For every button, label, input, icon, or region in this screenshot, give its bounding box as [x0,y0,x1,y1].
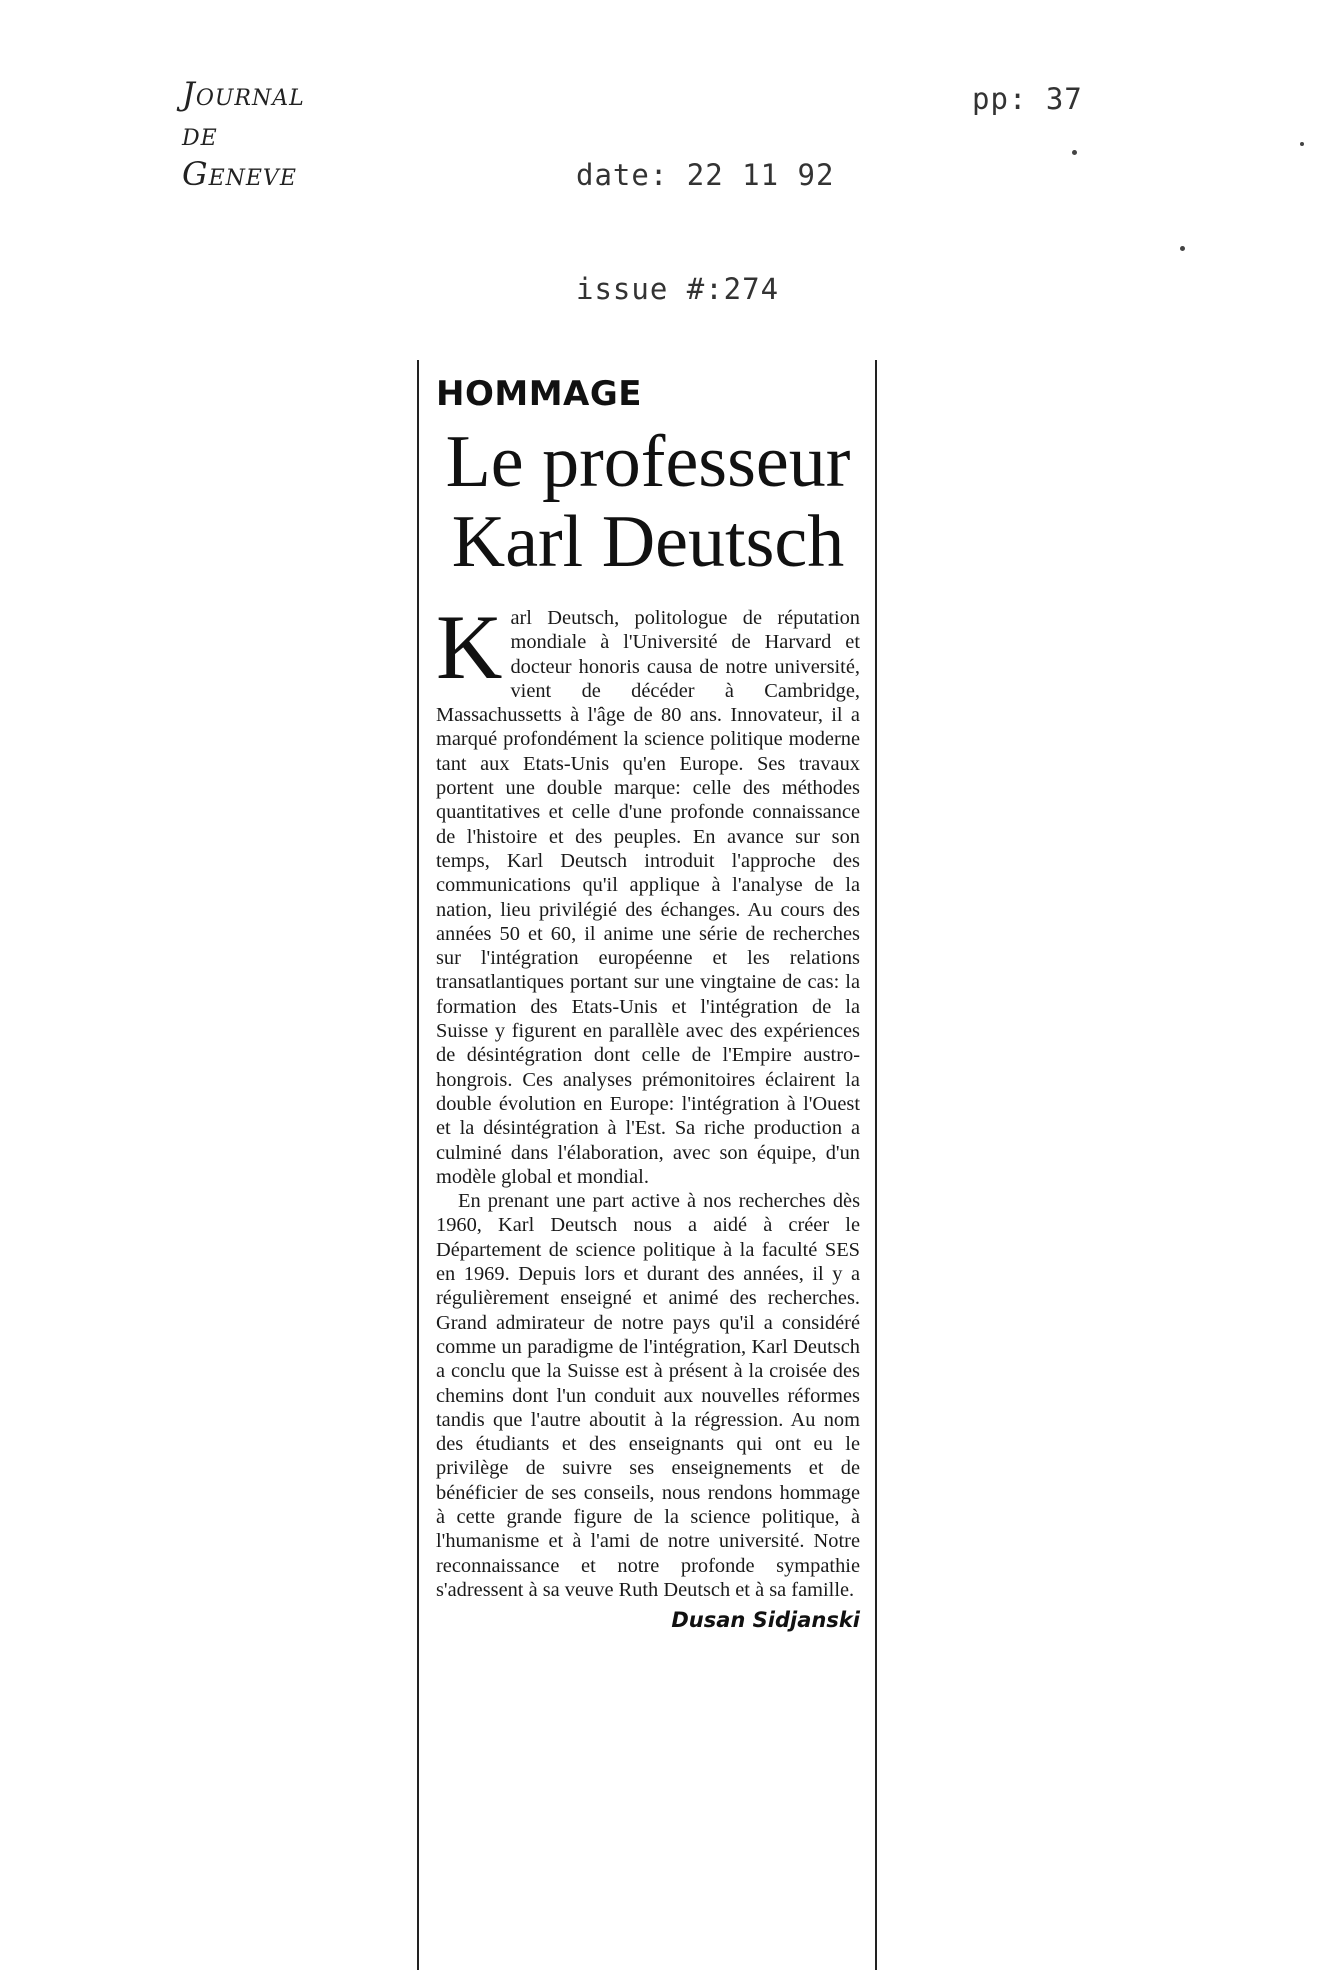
scan-speck [1180,246,1185,251]
author-signature: Dusan Sidjanski [671,1608,860,1633]
publication-name-line1: Journal [182,75,305,113]
scan-speck [1300,142,1304,146]
publication-name-line3: Geneve [182,155,297,193]
article-body [436,596,860,1602]
article-kicker: HOMMAGE [436,374,642,414]
publication-name [182,74,305,194]
issue-label: issue #:274 [576,272,780,306]
paragraph-1-text: arl Deutsch, politologue de réputation mondiale à l'Université de Harvard et docteur honoris causa de notre université, vient de décéder à Cambridge, Massachussetts à l'âge de 80 ans. Innovateur, il a marqué profondément la science politique moderne tant aux Etats-Unis qu'en Europe. Ses travaux portent une double marque: celle des méthodes quantitatives et celle d'une profonde connaissance de l'histoire et des peuples. En avance sur son temps, Karl Deutsch introduit l'approche des communications qu'il applique à l'analyse de la nation, lieu privilégié des échanges. Au cours des années 50 et 60, il anime une série de recherches sur l'intégration européenne et les relations transatlantiques portant sur une vingtaine de cas: la formation des Etats-Unis et l'intégration de la Suisse y figurent en parallèle avec des expériences de désintégration dont celle de l'Empire austro-hongrois. Ces analyses prémonitoires éclairent la double évolution en Europe: l'intégration à l'Ouest et la désintégration à l'Est. Sa riche production a culminé dans l'élaboration, avec son équipe, d'un modèle global et mondial. [436,607,860,1188]
publication-name-line2: de [182,115,218,153]
article-headline [436,422,860,582]
headline-line1: Le professeur [445,421,851,503]
column-rule-right [875,360,877,1970]
column-rule-left [417,360,419,1970]
article-paragraph-1 [436,596,860,1189]
article-paragraph-2: En prenant une part active à nos recherches dès 1960, Karl Deutsch nous a aidé à créer le Département de science politique à la faculté SES en 1969. Depuis lors et durant des années, il y a régulièrement enseigné et animé des recherches. Grand admirateur de notre pays qu'il a considéré comme un paradigme de l'intégration, Karl Deutsch a conclu que la Suisse est à présent à la croisée des chemins dont l'un conduit aux nouvelles réformes tandis que l'autre aboutit à la régression. Au nom des étudiants et des enseignants qui ont eu le privilège de suivre ses enseignements et de bénéficier de ses conseils, nous rendons hommage à cette grande figure de la science politique, à l'humanisme et à l'ami de notre université. Notre reconnaissance et notre profonde sympathie s'adressent à sa veuve Ruth Deutsch et à sa famille. [436,1190,860,1601]
pages-label: pp: 37 [972,82,1083,116]
date-label: date: 22 11 92 [576,158,835,192]
headline-line2: Karl Deutsch [451,501,845,583]
scan-speck [1072,150,1077,155]
article [436,372,860,1632]
drop-cap: K [436,596,503,698]
date-issue-block [576,80,834,346]
